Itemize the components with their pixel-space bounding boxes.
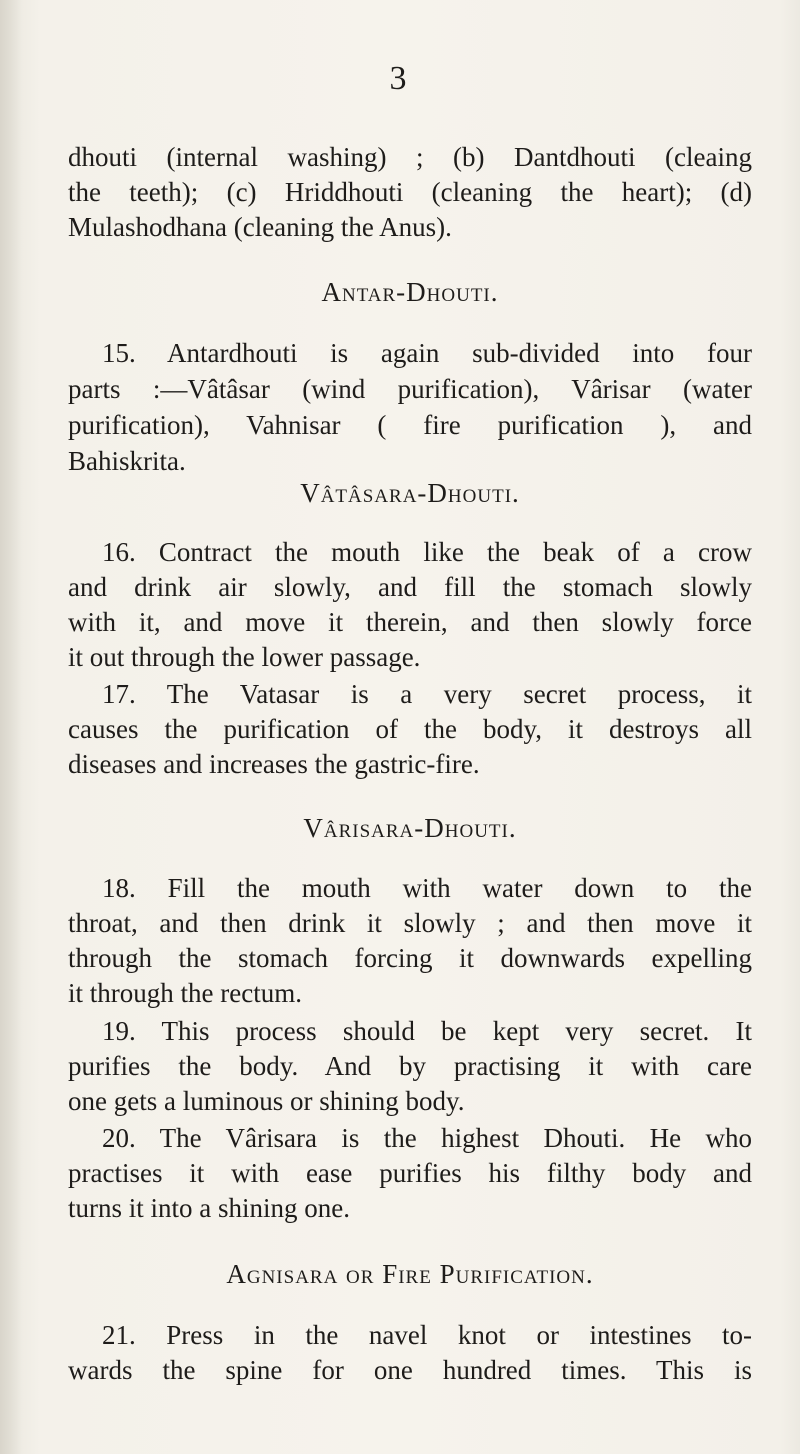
text-line: and drink air slowly, and fill the stomach slowly <box>68 572 752 602</box>
text-line: it out through the lower passage. <box>68 642 421 672</box>
text-line: it through the rectum. <box>68 978 302 1008</box>
section-heading-varisara-dhouti: Vârisara-Dhouti. <box>303 813 517 843</box>
text-line: 20. The Vârisara is the highest Dhouti. He who <box>102 1123 752 1153</box>
text-line: 21. Press in the navel knot or intestines to- <box>102 1320 752 1350</box>
text-line: the teeth); (c) Hriddhouti (cleaning the heart); (d) <box>68 177 752 207</box>
text-line: Bahiskrita. <box>68 446 186 476</box>
text-line: 17. The Vatasar is a very secret process, it <box>102 679 752 709</box>
text-line: through the stomach forcing it downwards expelling <box>68 943 752 973</box>
text-line: 19. This process should be kept very secret. It <box>102 1016 752 1046</box>
text-line: one gets a luminous or shining body. <box>68 1086 465 1116</box>
text-line: purification), Vahnisar ( fire purification ), and <box>68 410 752 440</box>
text-line: practises it with ease purifies his filthy body and <box>68 1158 752 1188</box>
page-number: 3 <box>389 60 407 97</box>
text-line: purifies the body. And by practising it with care <box>68 1051 752 1081</box>
spine-shadow <box>0 0 22 1454</box>
text-line: parts :—Vâtâsar (wind purification), Vârisar (water <box>68 374 752 404</box>
text-line: turns it into a shining one. <box>68 1193 350 1223</box>
section-heading-vatasara-dhouti: Vâtâsara-Dhouti. <box>300 478 520 508</box>
text-line: 15. Antardhouti is again sub-divided into four <box>102 338 752 368</box>
section-heading-antar-dhouti: Antar-Dhouti. <box>321 277 499 307</box>
text-line: 18. Fill the mouth with water down to the <box>102 873 752 903</box>
text-line: diseases and increases the gastric-fire. <box>68 749 480 779</box>
text-line: dhouti (internal washing) ; (b) Dantdhouti (cleaing <box>68 142 752 172</box>
text-line: wards the spine for one hundred times. This is <box>68 1355 752 1385</box>
text-line: throat, and then drink it slowly ; and then move it <box>68 908 752 938</box>
text-line: 16. Contract the mouth like the beak of a crow <box>102 537 752 567</box>
text-line: with it, and move it therein, and then slowly force <box>68 607 752 637</box>
text-line: causes the purification of the body, it destroys all <box>68 714 752 744</box>
section-heading-agnisara: Agnisara or Fire Purification. <box>226 1259 594 1289</box>
text-line: Mulashodhana (cleaning the Anus). <box>68 212 452 242</box>
